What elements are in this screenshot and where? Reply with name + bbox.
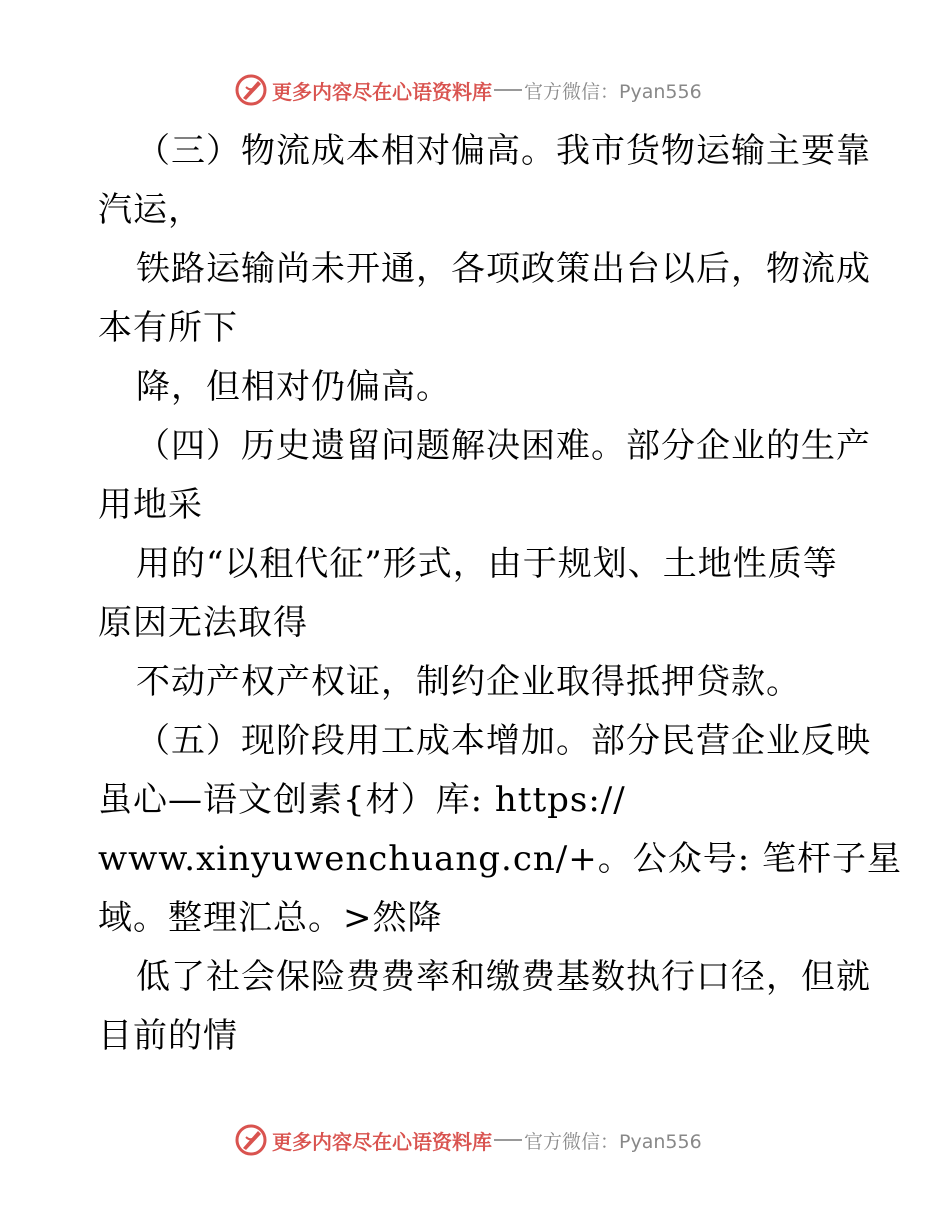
text-line: www.xinyuwenchuang.cn/+。公众号: 笔杆子星 <box>98 839 902 879</box>
text-line: 铁路运输尚未开通，各项政策出台以后，物流成 <box>136 249 871 289</box>
footer-watermark-banner <box>0 1120 950 1160</box>
text-line: （四）历史遗留问题解决困难。部分企业的生产 <box>136 426 871 466</box>
document-body <box>98 122 902 1066</box>
text-line: 目前的情 <box>98 1016 238 1056</box>
watermark-wechat-text: 官方微信：Pyan556 <box>524 80 702 103</box>
watermark-dash <box>494 1139 522 1141</box>
header-watermark-banner <box>0 70 950 110</box>
text-line: 用的“以租代征”形式，由于规划、土地性质等 <box>136 544 838 584</box>
text-line: 本有所下 <box>98 308 238 348</box>
text-line: （三）物流成本相对偏高。我市货物运输主要靠 <box>136 131 871 171</box>
text-line: 低了社会保险费费率和缴费基数执行口径，但就 <box>136 957 871 997</box>
watermark-red-text: 更多内容尽在心语资料库 <box>272 1129 492 1154</box>
text-line: 虽心—语文创素{材）库: https:// <box>98 780 626 820</box>
text-line: 不动产权产权证，制约企业取得抵押贷款。 <box>136 662 801 702</box>
watermark-red-text: 更多内容尽在心语资料库 <box>272 79 492 104</box>
text-line: 域。整理汇总。>然降 <box>98 898 443 938</box>
watermark-wechat-text: 官方微信：Pyan556 <box>524 1130 702 1153</box>
quill-seal-icon <box>234 73 268 107</box>
quill-seal-icon <box>234 1123 268 1157</box>
text-line: 降，但相对仍偏高。 <box>136 367 451 407</box>
text-line: 用地采 <box>98 485 203 525</box>
text-line: （五）现阶段用工成本增加。部分民营企业反映 <box>136 721 871 761</box>
watermark-dash <box>494 89 522 91</box>
text-line: 汽运， <box>98 190 203 230</box>
text-line: 原因无法取得 <box>98 603 308 643</box>
